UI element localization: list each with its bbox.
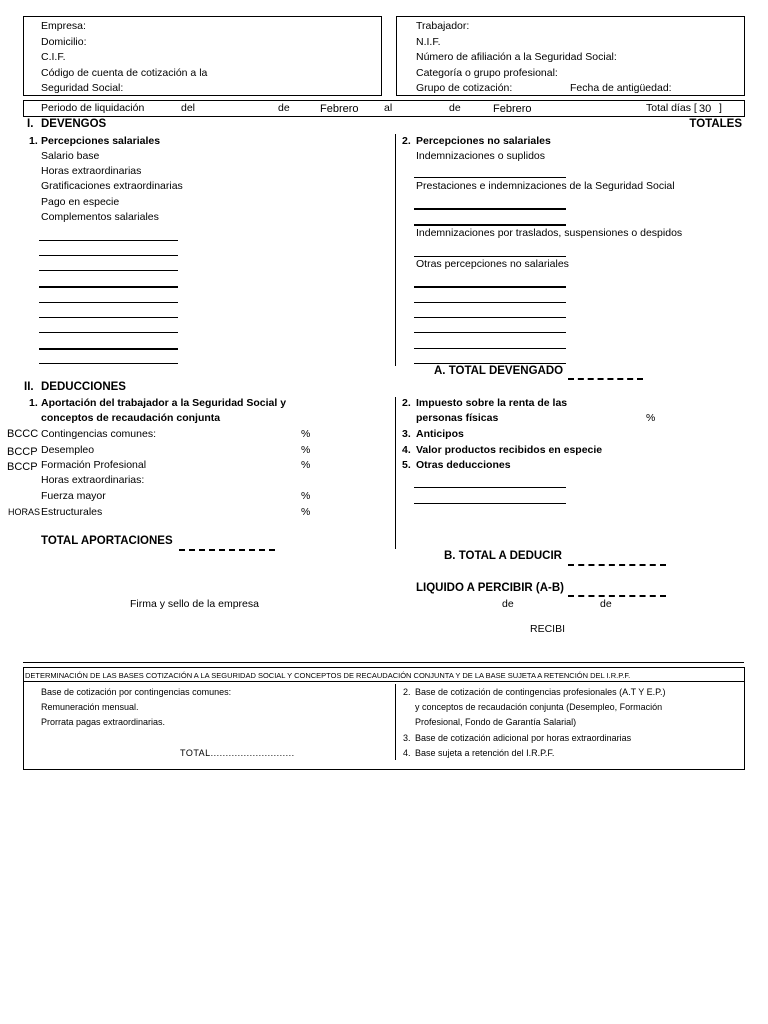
indemnizaciones-traslados-label: Indemnizaciones por traslados, suspensiones o despidos xyxy=(416,227,683,239)
periodo-al: al xyxy=(384,102,393,114)
salario-base-label: Salario base xyxy=(41,150,100,162)
recibi-label: RECIBI xyxy=(530,623,566,635)
prestaciones-label: Prestaciones e indemnizaciones de la Seguridad Social xyxy=(416,180,675,192)
nif-label: N.I.F. xyxy=(416,36,441,48)
bases-divider xyxy=(395,684,396,760)
fondo-garantia-label: Profesional, Fondo de Garantía Salarial) xyxy=(415,717,577,727)
afiliacion-label: Número de afiliación a la Seguridad Social: xyxy=(416,51,617,63)
empresa-label: Empresa: xyxy=(41,20,86,32)
total-devengado-field xyxy=(568,378,643,380)
contingencias-pct: % xyxy=(301,428,311,440)
otras-percepciones-line xyxy=(414,363,566,364)
base-profesional-num: 2. xyxy=(403,687,411,697)
firma-empresa-label: Firma y sello de la empresa xyxy=(130,598,259,610)
periodo-del: del xyxy=(181,102,196,114)
complemento-line xyxy=(39,255,178,256)
estructurales-pct: % xyxy=(301,506,311,518)
total-aportaciones-label: TOTAL APORTACIONES xyxy=(41,535,173,547)
total-aportaciones-field xyxy=(179,549,275,551)
devengos-roman: I. xyxy=(27,118,34,130)
aportacion-title-2: conceptos de recaudación conjunta xyxy=(41,412,221,424)
complemento-line xyxy=(39,240,178,241)
antiguedad-label: Fecha de antigüedad: xyxy=(570,82,672,94)
total-deducir-field xyxy=(568,564,666,566)
trabajador-label: Trabajador: xyxy=(416,20,470,32)
bccp-prefix: BCCP xyxy=(7,446,38,458)
anticipos-num: 3. xyxy=(402,428,411,440)
horas-extraordinarias-label: Horas extraordinarias: xyxy=(41,474,145,486)
suplidos-line xyxy=(414,177,566,178)
total-deducir-label: B. TOTAL A DEDUCIR xyxy=(444,550,562,562)
base-horas-num: 3. xyxy=(403,733,411,743)
especie-label: Valor productos recibidos en especie xyxy=(416,444,603,456)
otras-percepciones-line xyxy=(414,302,566,303)
prorrata-label: Prorrata pagas extraordinarias. xyxy=(41,717,166,727)
desempleo-label: Desempleo xyxy=(41,444,95,456)
estructurales-label: Estructurales xyxy=(41,506,103,518)
complemento-line xyxy=(39,286,178,288)
periodo-de2: de xyxy=(449,102,461,114)
liquido-field xyxy=(568,595,666,597)
total-devengado-label: A. TOTAL DEVENGADO xyxy=(434,365,564,377)
fecha-de-1: de xyxy=(502,598,514,610)
otras-percepciones-line xyxy=(414,317,566,318)
salariales-num: 1. xyxy=(29,135,38,147)
remuneracion-label: Remuneración mensual. xyxy=(41,702,139,712)
anticipos-label: Anticipos xyxy=(416,428,464,440)
base-horas-label: Base de cotización adicional por horas extraordinarias xyxy=(415,733,632,743)
irpf-pct: % xyxy=(646,412,656,424)
complementos-label: Complementos salariales xyxy=(41,211,159,223)
no-salariales-num: 2. xyxy=(402,135,411,147)
pago-especie-label: Pago en especie xyxy=(41,196,120,208)
otras-deducciones-line xyxy=(414,503,566,504)
liquido-label: LIQUIDO A PERCIBIR (A-B) xyxy=(416,582,565,594)
center-divider-devengos xyxy=(395,134,396,366)
desempleo-pct: % xyxy=(301,444,311,456)
otras-percepciones-line xyxy=(414,348,566,349)
indemnizaciones-suplidos-label: Indemnizaciones o suplidos xyxy=(416,150,545,162)
cif-label: C.I.F. xyxy=(41,51,66,63)
totales-heading: TOTALES xyxy=(689,118,742,130)
total-dias-label: Total días [ xyxy=(646,102,697,114)
periodo-mes-inicio: Febrero xyxy=(320,103,359,115)
complemento-line xyxy=(39,270,178,271)
irpf-label-2: personas físicas xyxy=(416,412,499,424)
traslados-line xyxy=(414,256,566,257)
no-salariales-title: Percepciones no salariales xyxy=(416,135,551,147)
periodo-de1: de xyxy=(278,102,290,114)
bccp-prefix: BCCP xyxy=(7,461,38,473)
contingencias-comunes-label: Contingencias comunes: xyxy=(41,428,156,440)
otras-deducciones-line xyxy=(414,487,566,488)
base-contingencias-label: Base de cotización por contingencias comunes: xyxy=(41,687,232,697)
base-irpf-num: 4. xyxy=(403,748,411,758)
prestaciones-line xyxy=(414,224,566,226)
complemento-line xyxy=(39,332,178,333)
periodo-mes-fin: Febrero xyxy=(493,103,532,115)
bases-top-rule xyxy=(23,662,744,663)
domicilio-label: Domicilio: xyxy=(41,36,87,48)
otras-deducciones-label: Otras deducciones xyxy=(416,459,511,471)
base-profesional-label: Base de cotización de contingencias profesionales (A.T Y E.P.) xyxy=(415,687,666,697)
fuerza-mayor-label: Fuerza mayor xyxy=(41,490,106,502)
aportacion-num: 1. xyxy=(29,397,38,409)
total-dias-value: 30 xyxy=(699,103,712,115)
periodo-label: Periodo de liquidación xyxy=(41,102,145,114)
recaudacion-conjunta-label: y conceptos de recaudación conjunta (Desempleo, Formación xyxy=(415,702,663,712)
fecha-de-2: de xyxy=(600,598,612,610)
bccc-prefix: BCCC xyxy=(7,428,39,440)
seguridad-social-label: Seguridad Social: xyxy=(41,82,124,94)
complemento-line xyxy=(39,363,178,364)
horas-prefix: HORAS xyxy=(8,507,41,517)
base-irpf-label: Base sujeta a retención del I.R.P.F. xyxy=(415,748,555,758)
formacion-pct: % xyxy=(301,459,311,471)
formacion-profesional-label: Formación Profesional xyxy=(41,459,147,471)
salariales-title: Percepciones salariales xyxy=(41,135,161,147)
center-divider-deducciones xyxy=(395,397,396,549)
devengos-title: DEVENGOS xyxy=(41,118,107,130)
codigo-cuenta-label: Código de cuenta de cotización a la xyxy=(41,67,208,79)
aportacion-title-1: Aportación del trabajador a la Seguridad Social y xyxy=(41,397,287,409)
otras-percepciones-label: Otras percepciones no salariales xyxy=(416,258,569,270)
especie-num: 4. xyxy=(402,444,411,456)
horas-extra-label: Horas extraordinarias xyxy=(41,165,142,177)
otras-deducciones-num: 5. xyxy=(402,459,411,471)
otras-percepciones-line xyxy=(414,286,566,288)
bases-title-rule xyxy=(23,681,745,682)
complemento-line xyxy=(39,302,178,303)
fuerza-mayor-pct: % xyxy=(301,490,311,502)
complemento-line xyxy=(39,348,178,350)
complemento-line xyxy=(39,317,178,318)
gratificaciones-label: Gratificaciones extraordinarias xyxy=(41,180,183,192)
irpf-label-1: Impuesto sobre la renta de las xyxy=(416,397,568,409)
irpf-num: 2. xyxy=(402,397,411,409)
otras-percepciones-line xyxy=(414,332,566,333)
bases-total-label: TOTAL............................ xyxy=(180,748,295,758)
bases-title: DETERMINACIÓN DE LAS BASES COTIZACIÓN A LA SEGURIDAD SOCIAL Y CONCEPTOS DE RECAUDACIÓN CONJUNTA Y DE LA BASE SUJETA A RETENCIÓN DEL I.R.P.F. xyxy=(25,671,631,680)
prestaciones-line xyxy=(414,208,566,210)
total-dias-close: ] xyxy=(719,102,722,114)
categoria-label: Categoría o grupo profesional: xyxy=(416,67,558,79)
deducciones-title: DEDUCCIONES xyxy=(41,381,126,393)
deducciones-roman: II. xyxy=(24,381,34,393)
grupo-cotizacion-label: Grupo de cotización: xyxy=(416,82,513,94)
